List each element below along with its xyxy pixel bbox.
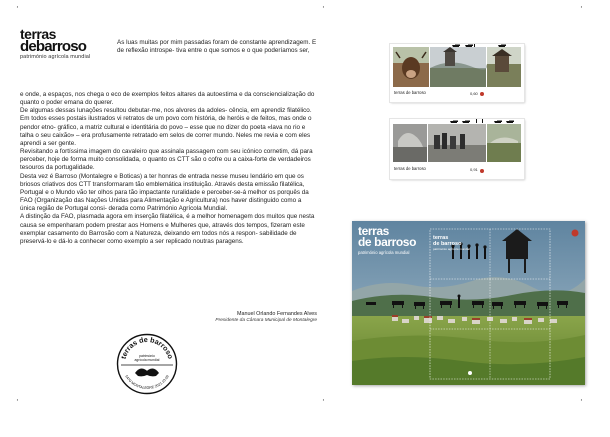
crop-mark: · bbox=[580, 396, 583, 406]
stamp-1 bbox=[390, 44, 524, 102]
body-text bbox=[20, 91, 318, 246]
logo-subtitle: património agrícola mundial bbox=[20, 54, 91, 60]
hands-icon bbox=[135, 369, 159, 377]
crop-mark: · bbox=[580, 3, 583, 13]
signature-name: Manuel Orlando Fernandes Alves bbox=[236, 311, 317, 317]
paragraph: A distinção da FAO, plasmada agora em inserção filatélica, é a melhor homenagem dos muitos que nesta causa se empenharam podem prestar aos Homens e Mulheres que, através dos tempos, fizeram este exemplar casamento do Barrosão com a Natureza, deixando em todos nós a respon- sabilidade de preservá-lo e dá-lo a conhecer como exemplo a ser replicado noutras paragens. bbox=[20, 213, 315, 245]
stamp-1-value: 0,60 bbox=[470, 91, 478, 96]
stamp-2 bbox=[390, 119, 524, 179]
crop-mark: · bbox=[322, 396, 325, 406]
crop-mark: · bbox=[16, 3, 19, 13]
signature-title: Presidente da Câmara Municipal de Montalegre bbox=[215, 318, 317, 323]
stamp-2-label: terras de barroso bbox=[394, 166, 426, 171]
postmark-bottom: 5470 MONTALEGRE 2021.10.09 bbox=[124, 374, 170, 391]
sheet-inner-subtitle: património agrícola mundial bbox=[433, 247, 470, 251]
intro-paragraph: As luas muitas por mim passadas foram de constante aprendizagem. E de reflexão introspe- tiva entre o que somos e o que poderíamos ser, bbox=[117, 39, 317, 55]
paragraph: Revisitando a fortíssima imagem do cavaleiro que assinala passagem com seu icónico cornetim, dá para perceber, hoje de forma muito consolidada, o quanto os CTT são o cofre ou a caixa-forte de verdadeiros tesouros da portugalidade. bbox=[20, 148, 313, 172]
ctt-horse-icon bbox=[572, 230, 579, 237]
sheet-inner-title-line2: de barroso bbox=[433, 240, 462, 247]
crop-mark: · bbox=[322, 3, 325, 13]
sheet-title bbox=[358, 226, 416, 255]
paragraph: e onde, a espaços, nos chega o eco de exemplos feitos altares da autoestima e da consciencialização do quanto o poder emana do querer. bbox=[20, 91, 315, 107]
stamp-1-label: terras de barroso bbox=[394, 90, 426, 95]
stamp-2-value: 0,91 bbox=[470, 167, 478, 172]
sheet-title-line2: de barroso bbox=[358, 235, 417, 249]
postmark-title: terras de barroso bbox=[118, 334, 176, 360]
sheet-subtitle: património agrícola mundial bbox=[358, 250, 410, 255]
crop-mark: · bbox=[16, 396, 19, 406]
paragraph: Desta vez é Barroso (Montalegre e Boticas) a ter honras de entrada nesse museu lendário em que os briosos criativos dos CTT transformaram tão emblemática instituição. Através desta emissão filatélica, Portugal e o Mundo vão ter olhos para tão impactante ruralidade e perceber-se-á melhor os porquês da FAO (Organização das Nações Unidas para Alimentação e Agricultura) nos haver distinguido como a única região de Portugal consi- derada como Património Agrícola Mundial. bbox=[20, 172, 309, 213]
postmark-line2: património bbox=[139, 354, 155, 358]
sheet-inner-title-line1: terras bbox=[433, 235, 449, 241]
logo-line1: terras bbox=[20, 26, 56, 42]
logo-line2: debarroso bbox=[20, 38, 87, 55]
signature bbox=[117, 311, 317, 324]
logo bbox=[20, 28, 115, 60]
sheet-title-line1: terras bbox=[358, 224, 389, 238]
postmark-line3: agrícola mundial bbox=[134, 358, 160, 362]
souvenir-sheet bbox=[352, 221, 585, 385]
paragraph: De algumas dessas lunações resultou debutar-me, nos alvores da adoles- cência, em aprendiz filatélico. Em todos esses postais ilustrados vi retratos de um povo com história, de heróis e de feitos, mas onde o pendor etno- gráfico, a matriz cultural e identitária do povo – esse que no dizer do poeta «lava no rio e talha o seu caixão» – era profusamente retratado em selos de correr mundo. Neles me revia e com eles aprendi a ser gente. bbox=[20, 107, 312, 147]
postmark-cancel bbox=[116, 333, 178, 395]
svg-text:5470 MONTALEGRE 2021.10.09 bbox=[124, 375, 170, 391]
sheet-inner-title bbox=[433, 236, 470, 253]
intro-text bbox=[117, 39, 317, 55]
